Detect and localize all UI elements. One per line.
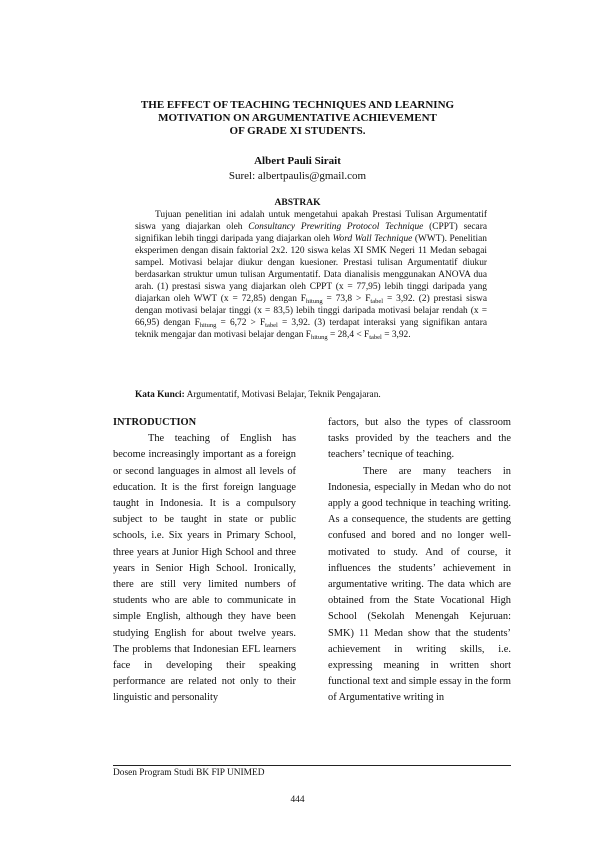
subscript: tabel (369, 334, 382, 341)
intro-paragraph-2: There are many teachers in Indonesia, especially in Medan who do not apply a good technique in teaching writing. As a consequence, the students are getting confused and bored and no longer well-motivated to study. And of course, it influences the students’ achievement in argumentative writing. The data which are obtained from the State Vocational High School (Sekolah Menengah Kejuruan: SMK) 11 Medan show that the students’ achievement in writing skills, i.e. expressing meaning in written short functional text and simple essay in the form of Argumentative writing in (328, 465, 511, 704)
abstract-text: (WWT). Penelitian eksperimen dengan disain faktorial 2x2. 120 siswa kelas XI SMK Negeri 11 Medan sebagai sampel. Motivasi belajar diukur dengan kuesioner. Prestasi tulisan Argumentatif diukur berdasarkan struktur umun tulisan Argumentatif. Data dianalisis menggunakan ANOVA dua arah. (1) prestasi siswa yang diajarkan oleh CPPT (x = 77,95) lebih tinggi daripada yang diajarkan oleh WWT (x = 72,85) dengan F (135, 234, 487, 304)
title-line-3: OF GRADE XI STUDENTS. (229, 125, 366, 137)
left-column (113, 415, 296, 707)
title-line-1: THE EFFECT OF TEACHING TECHNIQUES AND LEARNING (140, 99, 455, 111)
abstract-text: = 3,92. (381, 330, 411, 340)
subscript: tabel (265, 322, 278, 329)
title-line-2: MOTIVATION ON ARGUMENTATIVE ACHIEVEMENT (158, 112, 437, 124)
abstract-heading: ABSTRAK (274, 198, 321, 208)
abstract-text: = 6,72 > F (216, 318, 266, 328)
keywords-list: Argumentatif, Motivasi Belajar, Teknik Pengajaran. (184, 390, 381, 400)
subscript: hitung (306, 298, 323, 305)
intro-paragraph-1: The teaching of English has become increasingly important as a foreign or second languages in almost all levels of education. It is the first foreign language taught in Indonesia. It is a compulsory subject to be taught in state or public schools, i.e. Six years in Primary School, three years at Junior High School and three years in Senior High School. Ironically, there are still very limited numbers of students who are able to communicate in simple English, although they have been studying English for about twelve years. The problems that Indonesian EFL learners face in developing their speaking performance are related not only to their linguistic and personality (113, 433, 296, 704)
author-name: Albert Pauli Sirait (254, 155, 341, 167)
abstract-text: = 3,92. (2) prestasi siswa dengan motivasi belajar tinggi (x = 83,5) lebih tinggi daripada motivasi belajar rendah (x = 66,95) dengan F (135, 294, 487, 328)
section-heading-introduction: INTRODUCTION (113, 417, 197, 428)
page-number: 444 (290, 795, 305, 805)
abstract-text: = 73,8 > F (322, 294, 371, 304)
paper-title (110, 99, 485, 138)
intro-paragraph-1-continued: factors, but also the types of classroom tasks provided by the teachers and the teachers’ tecnique of teaching. (328, 417, 511, 461)
keywords (135, 390, 487, 400)
abstract-text: (CPPT) secara signifikan lebih tinggi daripada yang diajarkan oleh (135, 222, 487, 244)
keywords-label: Kata Kunci: (135, 390, 185, 400)
abstract-text: Tujuan penelitian ini adalah untuk mengetahui apakah Prestasi Tulisan Argumentatif siswa yang diajarkan oleh (135, 210, 487, 232)
right-column (328, 415, 511, 707)
footnote-divider (113, 765, 511, 766)
subscript: hitung (311, 334, 328, 341)
subscript: tabel (370, 298, 384, 305)
subscript: hitung (199, 322, 217, 329)
footnote-affiliation: Dosen Program Studi BK FIP UNIMED (113, 768, 265, 778)
author-email: Surel: albertpaulis@gmail.com (228, 170, 367, 182)
abstract-body (135, 209, 487, 341)
abstract-term: Consultancy Prewriting Protocol Technique (248, 222, 424, 232)
abstract-term: Word Wall Technique (332, 234, 413, 244)
abstract-text: = 3,92. (3) terdapat interaksi yang signifikan antara teknik mengajar dan motivasi belajar dengan F (135, 318, 487, 340)
abstract-text: = 28,4 < F (327, 330, 370, 340)
